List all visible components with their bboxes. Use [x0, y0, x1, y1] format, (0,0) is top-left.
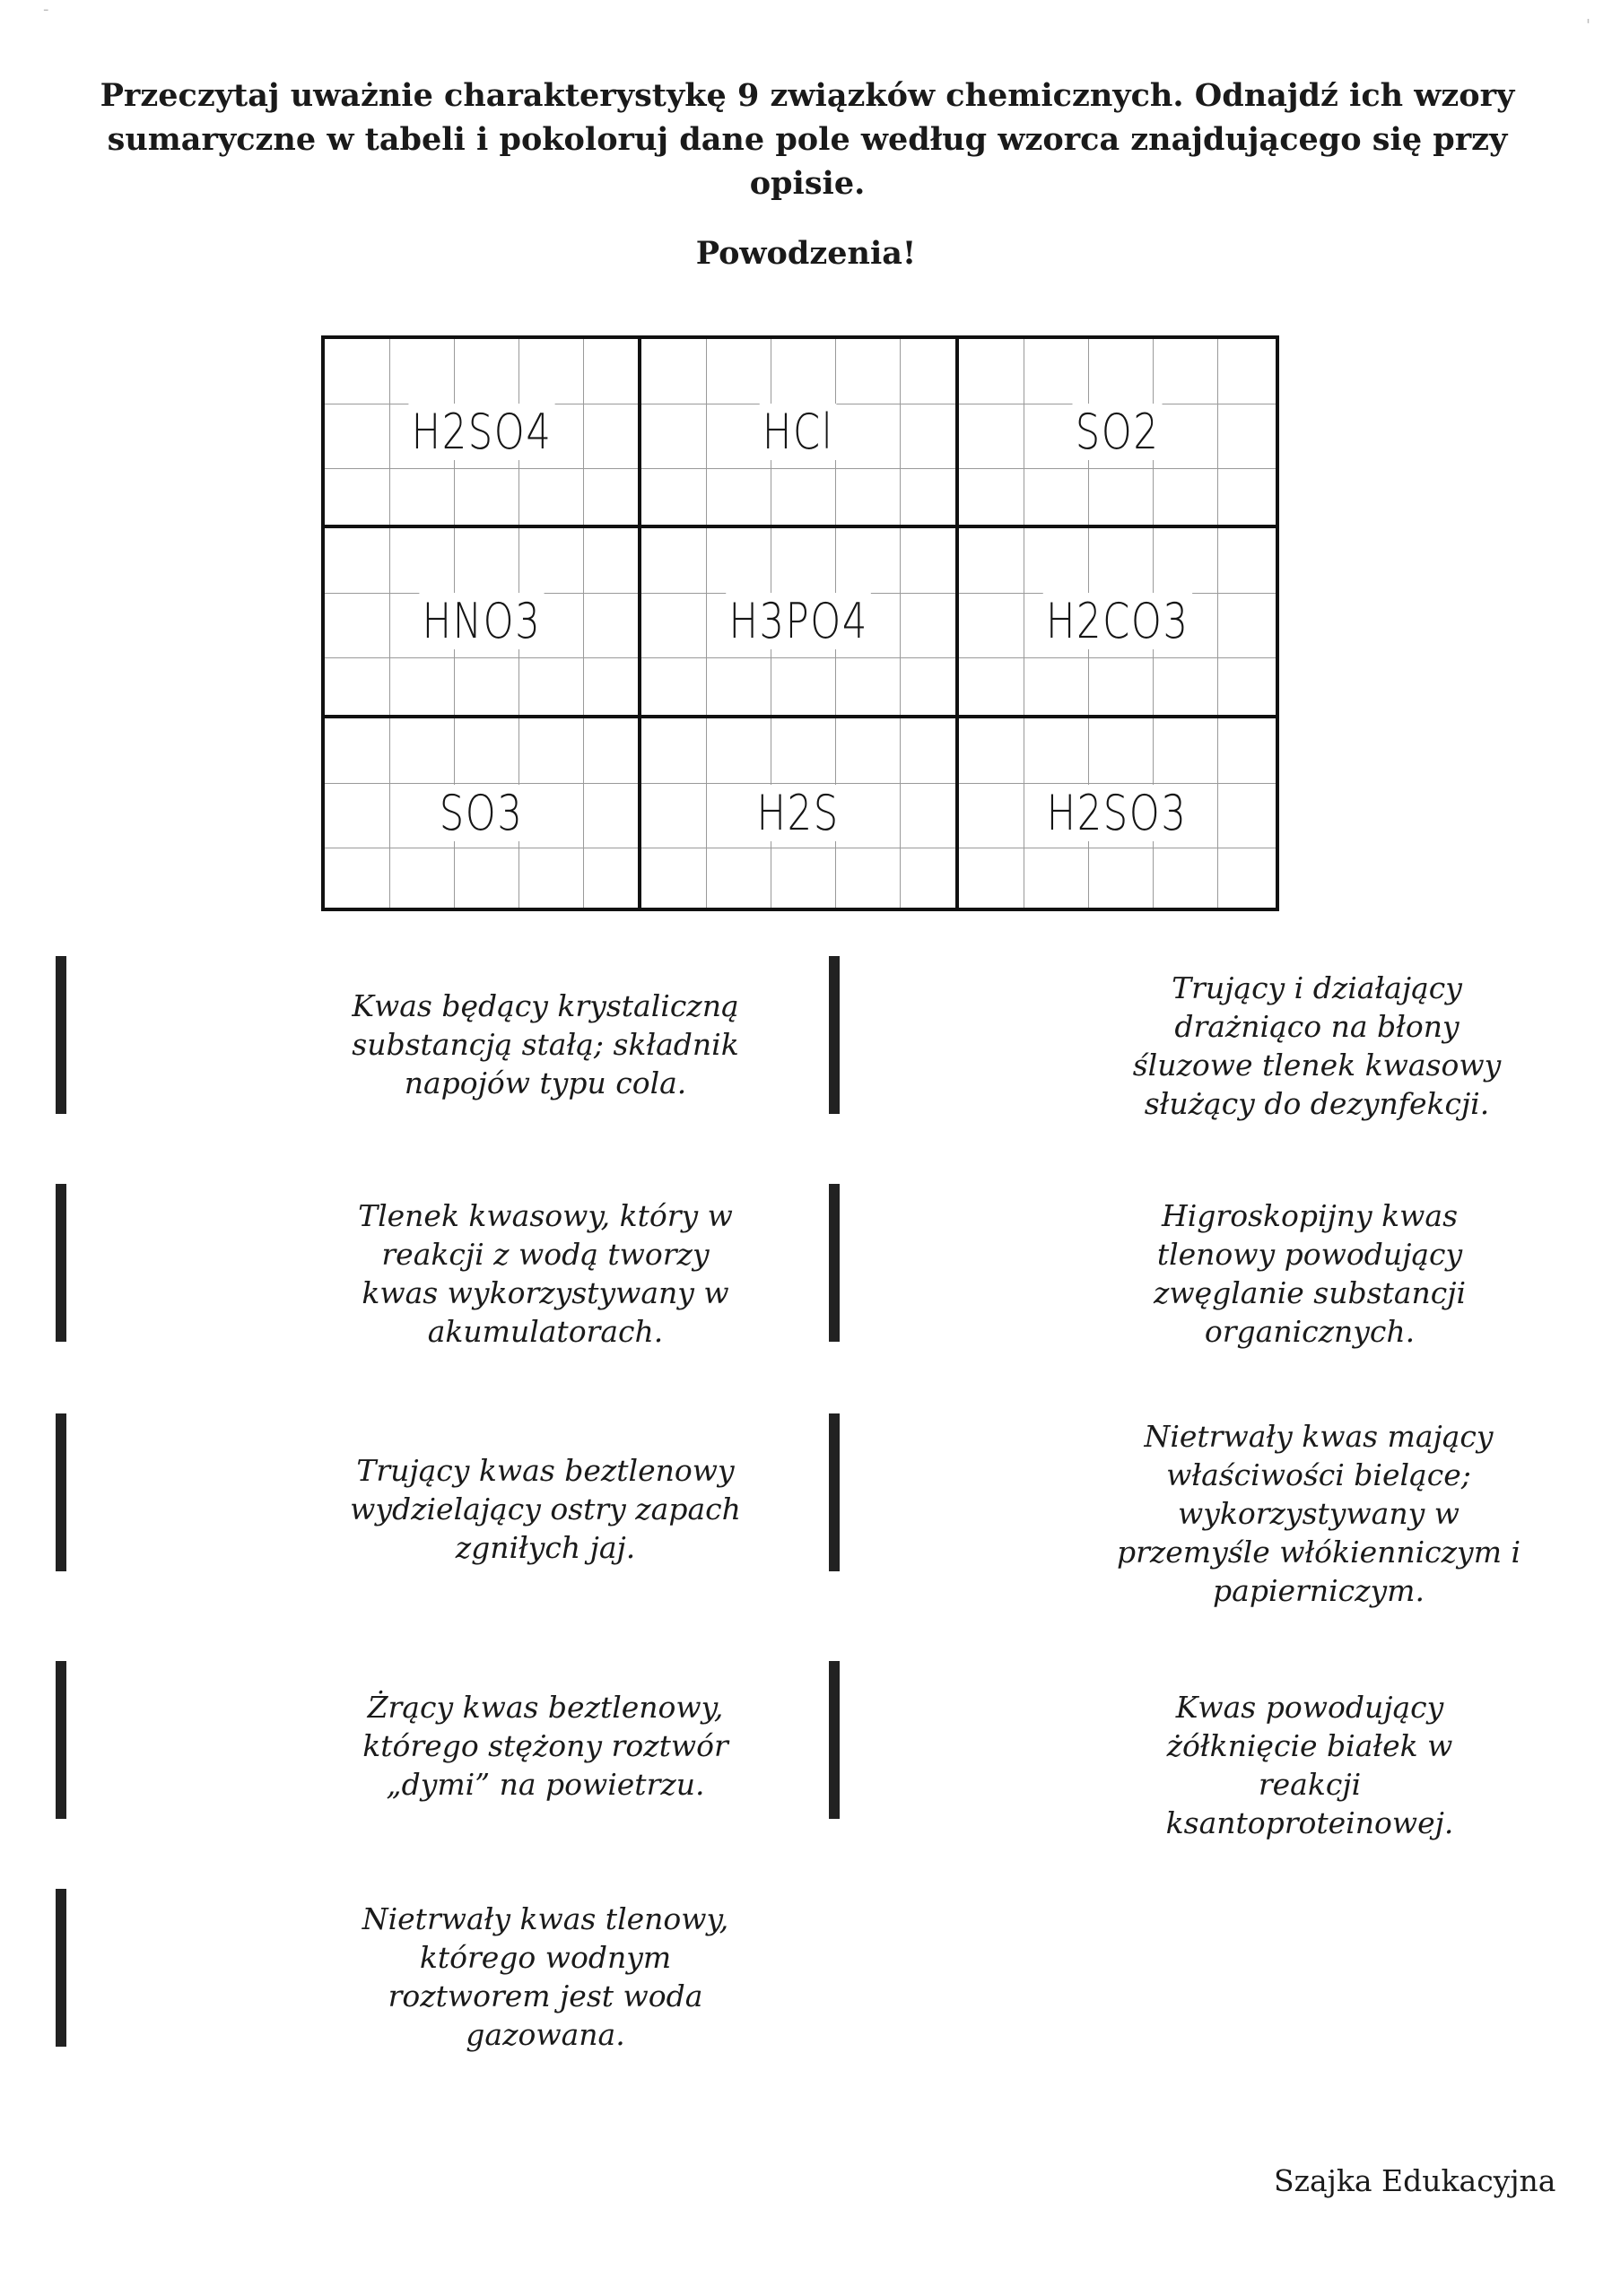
pattern-row: [830, 1185, 839, 1237]
pattern-cell-empty[interactable]: [64, 1518, 65, 1570]
pattern-cell-empty[interactable]: [64, 1662, 65, 1714]
clue-description: Nietrwały kwas tlenowy, którego wodnym roztworem jest woda gazowana.: [362, 1901, 729, 2052]
pattern-cell-filled[interactable]: [64, 1766, 65, 1818]
pattern-cell-filled[interactable]: [837, 1237, 839, 1289]
pattern-cell-empty[interactable]: [837, 1185, 839, 1237]
pattern-row: [57, 1890, 65, 1942]
clue-description: Trujący i działający drażniąco na błony śluzowe tlenek kwasowy służący do dezynfekcji.: [1132, 970, 1502, 1121]
pattern-row: [57, 1237, 65, 1289]
clue-description: Nietrwały kwas mający właściwości bielące; wykorzystywany w przemyśle włókienniczym i papierniczym.: [1116, 1419, 1521, 1608]
formula-label: H2SO3: [1044, 785, 1190, 841]
pattern-row: [57, 1466, 65, 1518]
publisher-name: Szajka Edukacyjna: [1274, 2163, 1556, 2198]
pattern-row: [830, 1237, 839, 1289]
good-luck-text: Powodzenia!: [695, 235, 917, 272]
clue-description: Żrący kwas beztlenowy, którego stężony roztwór „dymi” na powietrzu.: [362, 1690, 728, 1802]
pattern-row: [57, 1942, 65, 1994]
instructions-line-3: opisie.: [749, 165, 866, 202]
pattern-grid: [829, 1413, 840, 1571]
formula-cell[interactable]: [641, 718, 958, 908]
pattern-cell-filled[interactable]: [837, 1289, 839, 1341]
formula-label: HCl: [760, 404, 837, 460]
formula-label: H3PO4: [726, 593, 871, 649]
pattern-grid: [56, 1184, 66, 1342]
pattern-cell-empty[interactable]: [64, 1289, 65, 1341]
pattern-grid: [829, 1661, 840, 1819]
pattern-cell-empty[interactable]: [837, 1061, 839, 1113]
pattern-cell-empty[interactable]: [64, 1466, 65, 1518]
pattern-row: [830, 1766, 839, 1818]
pattern-row: [57, 1061, 65, 1113]
pattern-cell-empty[interactable]: [64, 1942, 65, 1994]
pattern-cell-filled[interactable]: [837, 1662, 839, 1714]
pattern-cell-empty[interactable]: [837, 1414, 839, 1466]
instructions-line-2: sumaryczne w tabeli i pokoloruj dane pole według wzorca znajdującego się przy: [107, 121, 1508, 158]
pattern-grid: [56, 1661, 66, 1819]
pattern-cell-empty[interactable]: [837, 1009, 839, 1061]
clue-description: Tlenek kwasowy, który w reakcji z wodą tworzy kwas wykorzystywany w akumulatorach.: [358, 1198, 733, 1349]
pattern-row: [830, 1414, 839, 1466]
pattern-grid: [56, 1413, 66, 1571]
formula-label: H2S: [754, 785, 843, 841]
pattern-row: [57, 957, 65, 1009]
pattern-row: [57, 1662, 65, 1714]
pattern-row: [57, 1518, 65, 1570]
instructions: [85, 74, 1529, 205]
pattern-row: [830, 1714, 839, 1766]
pattern-cell-empty[interactable]: [64, 1009, 65, 1061]
formula-label: H2SO4: [408, 404, 554, 460]
formula-cell[interactable]: [641, 528, 958, 718]
scan-mark-top-right: ': [1586, 16, 1590, 35]
pattern-row: [57, 1289, 65, 1341]
pattern-cell-filled[interactable]: [64, 1061, 65, 1113]
formula-label: SO2: [1072, 404, 1162, 460]
pattern-cell-filled[interactable]: [64, 1414, 65, 1466]
pattern-row: [57, 1414, 65, 1466]
formula-cell[interactable]: [325, 528, 641, 718]
formula-cell[interactable]: [325, 339, 641, 528]
pattern-row: [830, 1009, 839, 1061]
instructions-line-1: Przeczytaj uważnie charakterystykę 9 związków chemicznych. Odnajdź ich wzory: [100, 77, 1515, 114]
pattern-row: [830, 1662, 839, 1714]
pattern-row: [830, 1466, 839, 1518]
scan-mark-top-left: -: [43, 0, 49, 19]
pattern-row: [57, 1994, 65, 2046]
pattern-cell-filled[interactable]: [64, 1185, 65, 1237]
formula-label: SO3: [437, 785, 527, 841]
pattern-grid: [56, 956, 66, 1114]
pattern-cell-empty[interactable]: [64, 1714, 65, 1766]
pattern-row: [830, 1061, 839, 1113]
formula-cell[interactable]: [325, 718, 641, 908]
pattern-grid: [829, 1184, 840, 1342]
pattern-cell-empty[interactable]: [64, 1994, 65, 2046]
formula-cell[interactable]: [959, 528, 1276, 718]
formula-label: HNO3: [419, 593, 544, 649]
pattern-row: [830, 957, 839, 1009]
pattern-row: [57, 1009, 65, 1061]
formula-label: H2CO3: [1042, 593, 1191, 649]
clue-description: Kwas będący krystaliczną substancją stałą; składnik napojów typu cola.: [352, 988, 739, 1100]
pattern-cell-filled[interactable]: [64, 957, 65, 1009]
pattern-cell-empty[interactable]: [837, 1466, 839, 1518]
pattern-row: [830, 1289, 839, 1341]
pattern-grid: [56, 1889, 66, 2047]
pattern-cell-filled[interactable]: [837, 1766, 839, 1818]
pattern-row: [830, 1518, 839, 1570]
pattern-grid: [829, 956, 840, 1114]
pattern-cell-filled[interactable]: [837, 1714, 839, 1766]
clue-description: Kwas powodujący żółknięcie białek w reakcji ksantoproteinowej.: [1165, 1690, 1454, 1840]
pattern-cell-empty[interactable]: [64, 1890, 65, 1942]
pattern-cell-empty[interactable]: [837, 1518, 839, 1570]
pattern-row: [57, 1766, 65, 1818]
pattern-cell-filled[interactable]: [64, 1237, 65, 1289]
clue-description: Trujący kwas beztlenowy wydzielający ostry zapach zgniłych jaj.: [350, 1453, 741, 1565]
formula-cell[interactable]: [959, 339, 1276, 528]
pattern-row: [57, 1185, 65, 1237]
formula-cell[interactable]: [641, 339, 958, 528]
pattern-row: [57, 1714, 65, 1766]
clue-description: Higroskopijny kwas tlenowy powodujący zwęglanie substancji organicznych.: [1153, 1198, 1467, 1349]
pattern-cell-empty[interactable]: [837, 957, 839, 1009]
formula-table: [321, 335, 1279, 911]
formula-cell[interactable]: [959, 718, 1276, 908]
